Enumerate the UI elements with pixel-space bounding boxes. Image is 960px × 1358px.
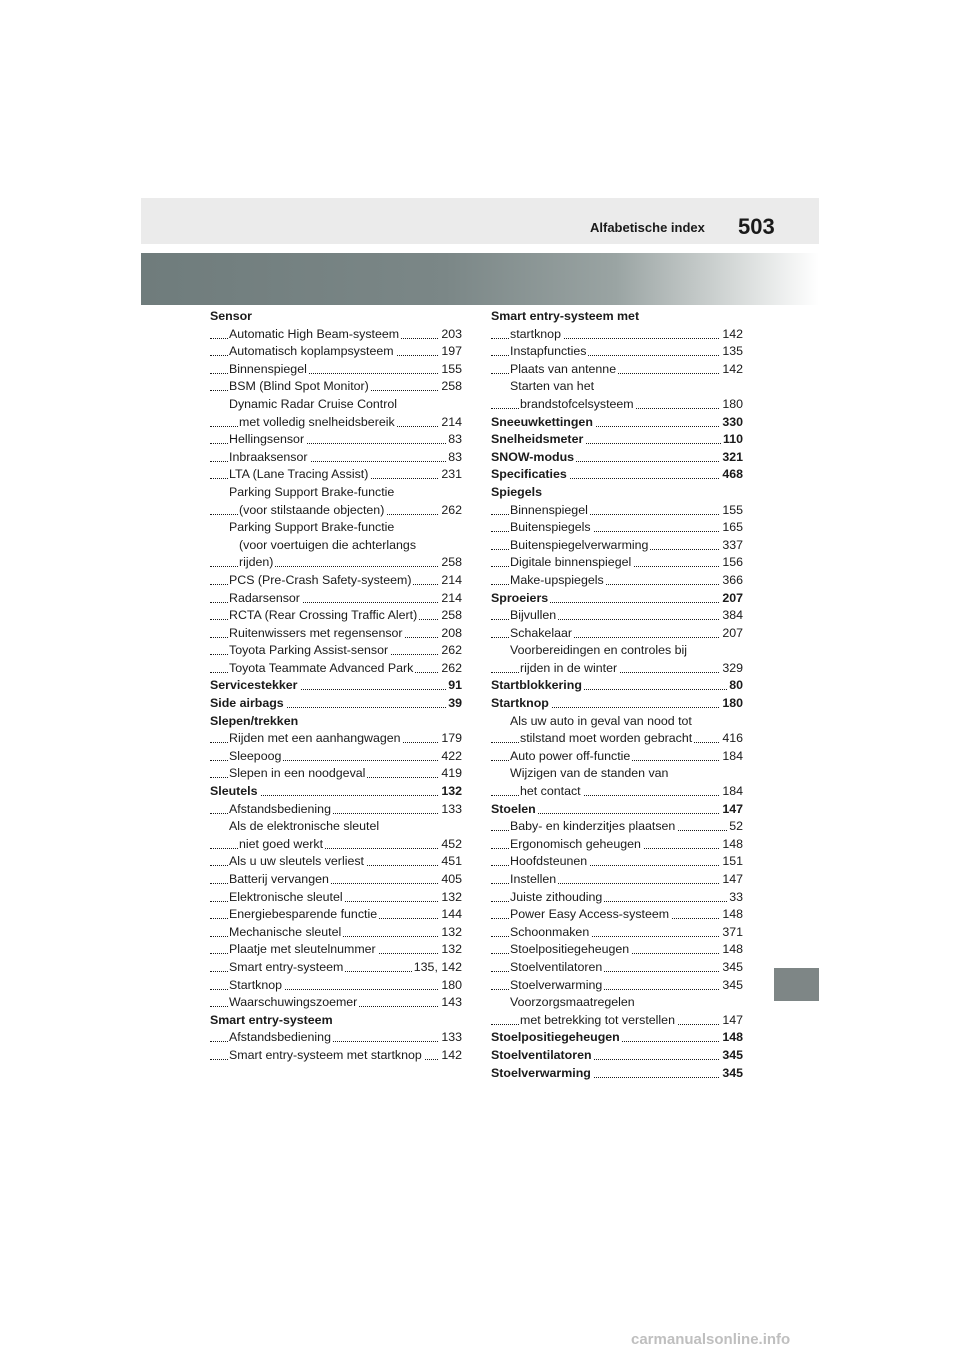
section-title: Alfabetische index	[590, 220, 705, 235]
index-sub-entry	[210, 361, 462, 379]
index-entry-text: Parking Support Brake-functie	[229, 484, 395, 499]
index-entry-text: Batterij vervangen	[229, 872, 329, 886]
index-main-entry	[491, 449, 743, 467]
index-main-entry	[491, 431, 743, 449]
index-entry-text: Stoelventilatoren	[510, 959, 603, 974]
index-entry-text: Make-upspiegels	[510, 572, 604, 587]
index-entry-text: Baby- en kinderzitjes plaatsen	[510, 819, 676, 834]
index-entry-text: RCTA (Rear Crossing Traffic Alert)	[229, 608, 418, 623]
index-sub-entry	[210, 343, 462, 361]
index-sub-entry	[210, 449, 462, 467]
index-sub-entry	[210, 730, 462, 748]
index-page-ref: 147	[720, 801, 743, 819]
index-sub-entry	[210, 590, 462, 608]
index-page-ref: 262	[439, 642, 462, 660]
index-sub-entry	[491, 730, 743, 748]
index-main-entry	[491, 801, 743, 819]
index-page-ref: 39	[446, 695, 462, 713]
index-page-ref: 371	[720, 924, 743, 942]
index-page-ref: 422	[439, 748, 462, 766]
thumb-index-tab	[774, 968, 819, 1001]
index-sub-entry	[210, 625, 462, 643]
index-page-ref: 203	[439, 326, 462, 344]
index-sub-entry	[210, 941, 462, 959]
index-page-ref: 148	[720, 941, 743, 959]
index-entry-text: Instapfuncties	[510, 344, 587, 359]
index-page-ref: 110	[721, 431, 743, 449]
index-page-ref: 258	[439, 554, 462, 572]
index-entry-text: Elektronische sleutel	[229, 889, 343, 904]
index-main-entry	[491, 1047, 743, 1065]
index-entry-text: Sleepoog	[229, 748, 282, 763]
index-sub-entry	[210, 502, 462, 520]
index-sub-entry	[491, 326, 743, 344]
index-page-ref: 197	[439, 343, 462, 361]
decorative-gradient-band	[141, 253, 819, 305]
index-page-ref: 156	[720, 554, 743, 572]
index-entry-text: het contact	[520, 784, 581, 799]
index-entry-text: (voor stilstaande objecten)	[239, 502, 385, 517]
index-sub-entry	[210, 818, 462, 836]
index-sub-entry	[210, 537, 462, 555]
index-sub-entry	[491, 836, 743, 854]
index-page-ref: 135, 142	[412, 959, 462, 977]
index-main-entry	[491, 414, 743, 432]
index-sub-entry	[491, 977, 743, 995]
index-page-ref: 419	[439, 765, 462, 783]
index-page-ref: 208	[439, 625, 462, 643]
index-page-ref: 184	[720, 748, 743, 766]
index-entry-text: Wijzigen van de standen van	[510, 766, 669, 781]
index-page-ref: 142	[720, 326, 743, 344]
index-entry-text: Stoelverwarming	[510, 977, 603, 992]
index-entry-text: startknop	[510, 326, 561, 341]
index-entry-text: Ruitenwissers met regensensor	[229, 625, 403, 640]
index-page-ref: 451	[439, 853, 462, 871]
index-sub-entry	[491, 713, 743, 731]
index-entry-text: Side airbags	[210, 696, 284, 711]
index-sub-entry	[491, 941, 743, 959]
index-page-ref: 405	[439, 871, 462, 889]
watermark: carmanualsonline.info	[631, 1331, 791, 1348]
index-entry-text: Specificaties	[491, 467, 567, 482]
index-sub-entry	[210, 977, 462, 995]
index-page-ref: 147	[720, 871, 743, 889]
index-main-entry	[491, 1029, 743, 1047]
index-entry-text: Hellingsensor	[229, 432, 305, 447]
index-sub-entry	[491, 607, 743, 625]
index-entry-text: Voorbereidingen en controles bij	[510, 643, 688, 658]
index-sub-entry	[210, 519, 462, 537]
index-page-ref: 214	[439, 572, 462, 590]
index-main-entry	[210, 783, 462, 801]
index-sub-entry	[210, 642, 462, 660]
index-sub-entry	[491, 378, 743, 396]
index-entry-text: Sleutels	[210, 784, 258, 799]
index-page-ref: 142	[439, 1047, 462, 1065]
index-entry-text: Sproeiers	[491, 590, 549, 605]
index-sub-entry	[210, 466, 462, 484]
index-sub-entry	[210, 748, 462, 766]
index-page-ref: 144	[439, 906, 462, 924]
index-entry-text: Bijvullen	[510, 608, 557, 623]
index-entry-text: LTA (Lane Tracing Assist)	[229, 467, 369, 482]
index-page-ref: 165	[720, 519, 743, 537]
index-entry-text: Auto power off-functie	[510, 748, 631, 763]
index-entry-text: rijden in de winter	[520, 660, 618, 675]
index-sub-entry	[210, 554, 462, 572]
index-main-entry	[210, 308, 462, 326]
index-entry-text: Buitenspiegels	[510, 520, 591, 535]
index-page-ref: 151	[720, 853, 743, 871]
index-entry-text: SNOW-modus	[491, 449, 575, 464]
index-page-ref: 132	[439, 783, 462, 801]
index-sub-entry	[491, 1012, 743, 1030]
index-sub-entry	[210, 396, 462, 414]
index-sub-entry	[210, 765, 462, 783]
index-page-ref: 214	[439, 590, 462, 608]
index-entry-text: Snelheidsmeter	[491, 432, 584, 447]
index-entry-text: Juiste zithouding	[510, 889, 603, 904]
index-entry-text: Smart entry-systeem met	[491, 309, 640, 323]
index-main-entry	[491, 695, 743, 713]
index-page-ref: 258	[439, 607, 462, 625]
index-sub-entry	[491, 343, 743, 361]
index-entry-text: Parking Support Brake-functie	[229, 520, 395, 535]
index-entry-text: Als de elektronische sleutel	[229, 819, 380, 834]
index-entry-text: Mechanische sleutel	[229, 924, 342, 939]
index-sub-entry	[491, 625, 743, 643]
index-page-ref: 91	[446, 677, 462, 695]
index-page-ref: 132	[439, 889, 462, 907]
index-sub-entry	[491, 818, 743, 836]
index-entry-text: Toyota Parking Assist-sensor	[229, 643, 389, 658]
index-sub-entry	[210, 1029, 462, 1047]
index-sub-entry	[210, 607, 462, 625]
index-entry-text: Stoelpositiegeheugen	[491, 1030, 620, 1045]
index-sub-entry	[210, 924, 462, 942]
index-sub-entry	[210, 431, 462, 449]
index-sub-entry	[210, 906, 462, 924]
index-main-entry	[210, 713, 462, 731]
index-entry-text: Smart entry-systeem	[210, 1012, 333, 1027]
index-sub-entry	[210, 959, 462, 977]
index-page-ref: 345	[720, 1047, 743, 1065]
index-sub-entry	[491, 572, 743, 590]
index-page-ref: 132	[439, 924, 462, 942]
index-entry-text: Smart entry-systeem met startknop	[229, 1047, 422, 1062]
index-main-entry	[491, 466, 743, 484]
index-entry-text: Als uw auto in geval van nood tot	[510, 713, 692, 728]
index-page-ref: 345	[720, 977, 743, 995]
index-page-ref: 184	[720, 783, 743, 801]
index-entry-text: Digitale binnenspiegel	[510, 555, 632, 570]
index-entry-text: Energiebesparende functie	[229, 907, 378, 922]
index-main-entry	[491, 677, 743, 695]
index-page-ref: 330	[720, 414, 743, 432]
index-page-ref: 345	[720, 959, 743, 977]
index-entry-text: Automatic High Beam-systeem	[229, 326, 400, 341]
index-sub-entry	[210, 853, 462, 871]
index-page-ref: 33	[727, 889, 743, 907]
index-main-entry	[491, 308, 743, 326]
index-page-ref: 147	[720, 1012, 743, 1030]
index-sub-entry	[210, 378, 462, 396]
index-column-left	[210, 308, 462, 1065]
index-sub-entry	[210, 484, 462, 502]
index-main-entry	[210, 677, 462, 695]
index-main-entry	[491, 1065, 743, 1083]
index-entry-text: Waarschuwingszoemer	[229, 995, 358, 1010]
index-page-ref: 214	[439, 414, 462, 432]
index-page-ref: 52	[727, 818, 743, 836]
index-entry-text: Plaatje met sleutelnummer	[229, 942, 376, 957]
index-entry-text: niet goed werkt	[239, 836, 324, 851]
index-sub-entry	[210, 889, 462, 907]
index-page-ref: 155	[720, 502, 743, 520]
index-sub-entry	[491, 537, 743, 555]
index-entry-text: Toyota Teammate Advanced Park	[229, 660, 414, 675]
index-entry-text: rijden)	[239, 555, 274, 570]
page-number: 503	[738, 214, 775, 239]
index-entry-text: stilstand moet worden gebracht	[520, 731, 693, 746]
index-entry-text: Radarsensor	[229, 590, 300, 605]
index-sub-entry	[491, 748, 743, 766]
index-entry-text: Binnenspiegel	[510, 502, 588, 517]
index-entry-text: met volledig snelheidsbereik	[239, 414, 395, 429]
index-sub-entry	[491, 396, 743, 414]
index-sub-entry	[210, 414, 462, 432]
index-page-ref: 148	[720, 836, 743, 854]
index-sub-entry	[491, 871, 743, 889]
index-sub-entry	[491, 994, 743, 1012]
index-page-ref: 262	[439, 660, 462, 678]
index-page-ref: 262	[439, 502, 462, 520]
index-page-ref: 180	[439, 977, 462, 995]
index-entry-text: Voorzorgsmaatregelen	[510, 995, 635, 1010]
index-entry-text: brandstofcelsysteem	[520, 396, 634, 411]
index-entry-text: Plaats van antenne	[510, 361, 617, 376]
index-sub-entry	[491, 361, 743, 379]
index-page-ref: 416	[720, 730, 743, 748]
index-page-ref: 142	[720, 361, 743, 379]
index-entry-text: Schakelaar	[510, 625, 572, 640]
index-page-ref: 83	[446, 449, 462, 467]
index-entry-text: Starten van het	[510, 379, 595, 394]
index-sub-entry	[491, 853, 743, 871]
index-page-ref: 80	[727, 677, 743, 695]
index-column-right	[491, 308, 743, 1082]
index-entry-text: Stoelverwarming	[491, 1065, 591, 1080]
index-entry-text: Sneeuwkettingen	[491, 414, 593, 429]
index-entry-text: met betrekking tot verstellen	[520, 1012, 675, 1027]
index-page-ref: 231	[439, 466, 462, 484]
index-page-ref: 133	[439, 1029, 462, 1047]
index-page-ref: 207	[720, 590, 743, 608]
index-sub-entry	[491, 519, 743, 537]
index-entry-text: Sensor	[210, 309, 253, 323]
index-entry-text: Binnenspiegel	[229, 361, 307, 376]
index-sub-entry	[491, 959, 743, 977]
index-entry-text: Servicestekker	[210, 678, 298, 693]
index-main-entry	[491, 590, 743, 608]
index-entry-text: Afstandsbediening	[229, 1030, 331, 1045]
index-entry-text: Automatisch koplampsysteem	[229, 344, 394, 359]
index-sub-entry	[491, 765, 743, 783]
index-entry-text: (voor voertuigen die achterlangs	[239, 537, 417, 552]
index-page-ref: 133	[439, 801, 462, 819]
header-band	[141, 198, 819, 244]
index-entry-text: Als u uw sleutels verliest	[229, 854, 364, 869]
index-sub-entry	[491, 554, 743, 572]
index-page-ref: 258	[439, 378, 462, 396]
index-sub-entry	[210, 871, 462, 889]
index-entry-text: Smart entry-systeem	[229, 959, 344, 974]
index-sub-entry	[491, 924, 743, 942]
index-page-ref: 452	[439, 836, 462, 854]
index-page-ref: 337	[720, 537, 743, 555]
index-sub-entry	[491, 660, 743, 678]
index-entry-text: Ergonomisch geheugen	[510, 836, 641, 851]
index-entry-text: Power Easy Access-systeem	[510, 907, 670, 922]
index-entry-text: PCS (Pre-Crash Safety-systeem)	[229, 572, 412, 587]
index-sub-entry	[210, 660, 462, 678]
index-sub-entry	[210, 1047, 462, 1065]
index-main-entry	[491, 484, 743, 502]
index-page-ref: 179	[439, 730, 462, 748]
index-page-ref: 384	[720, 607, 743, 625]
index-sub-entry	[491, 502, 743, 520]
index-entry-text: Startknop	[229, 977, 283, 992]
index-sub-entry	[491, 906, 743, 924]
index-page-ref: 345	[720, 1065, 743, 1083]
index-page-ref: 207	[720, 625, 743, 643]
index-sub-entry	[491, 783, 743, 801]
index-entry-text: Startblokkering	[491, 678, 582, 693]
index-entry-text: Startknop	[491, 696, 549, 711]
index-page-ref: 180	[720, 396, 743, 414]
index-sub-entry	[210, 994, 462, 1012]
index-entry-text: Hoofdsteunen	[510, 854, 588, 869]
index-page-ref: 180	[720, 695, 743, 713]
index-page-ref: 155	[439, 361, 462, 379]
index-sub-entry	[491, 642, 743, 660]
index-entry-text: Rijden met een aanhangwagen	[229, 731, 401, 746]
index-sub-entry	[210, 801, 462, 819]
index-main-entry	[210, 1012, 462, 1030]
index-entry-text: Slepen/trekken	[210, 713, 299, 728]
index-entry-text: Stoelventilatoren	[491, 1047, 592, 1062]
index-page-ref: 135	[720, 343, 743, 361]
index-page-ref: 148	[720, 1029, 743, 1047]
index-page-ref: 366	[720, 572, 743, 590]
index-page-ref: 143	[439, 994, 462, 1012]
index-entry-text: Buitenspiegelverwarming	[510, 537, 649, 552]
index-page-ref: 132	[439, 941, 462, 959]
index-entry-text: Dynamic Radar Cruise Control	[229, 396, 398, 411]
index-entry-text: Schoonmaken	[510, 924, 590, 939]
index-entry-text: Inbraaksensor	[229, 449, 308, 464]
index-main-entry	[210, 695, 462, 713]
index-sub-entry	[210, 572, 462, 590]
index-page-ref: 83	[446, 431, 462, 449]
index-page-ref: 468	[720, 466, 743, 484]
index-entry-text: Instellen	[510, 872, 557, 886]
index-entry-text: Spiegels	[491, 484, 542, 499]
index-entry-text: Stoelpositiegeheugen	[510, 942, 630, 957]
index-page-ref: 329	[720, 660, 743, 678]
index-entry-text: Slepen in een noodgeval	[229, 766, 366, 781]
index-page-ref: 321	[720, 449, 743, 467]
index-sub-entry	[210, 326, 462, 344]
index-entry-text: Afstandsbediening	[229, 801, 331, 816]
index-page-ref: 148	[720, 906, 743, 924]
index-sub-entry	[210, 836, 462, 854]
index-sub-entry	[491, 889, 743, 907]
index-entry-text: BSM (Blind Spot Monitor)	[229, 379, 369, 394]
index-entry-text: Stoelen	[491, 801, 536, 816]
